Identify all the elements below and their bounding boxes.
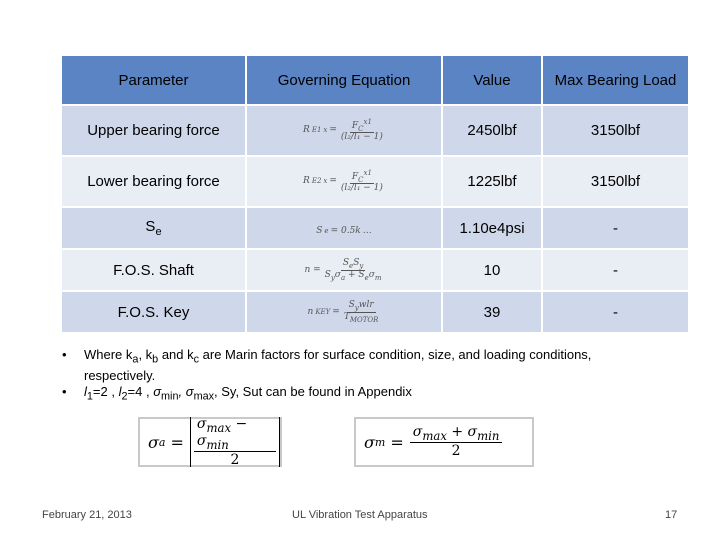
value-fos-key: 39 xyxy=(442,291,542,333)
equation-upper-bearing xyxy=(246,105,442,156)
param-fos-key: F.O.S. Key xyxy=(61,291,246,333)
max-lower-bearing-force: 3150lbf xyxy=(542,156,689,207)
equation-fos-key xyxy=(246,291,442,333)
value-lower-bearing-force: 1225lbf xyxy=(442,156,542,207)
equation-lower-bearing xyxy=(246,156,442,207)
formula-sigma-a: σ a = $\sigma_{max} - \sigma_{min}$ 2 xyxy=(138,417,282,467)
param-fos-shaft: F.O.S. Shaft xyxy=(61,249,246,291)
table-header-row xyxy=(61,55,689,105)
value-upper-bearing-force: 2450lbf xyxy=(442,105,542,156)
equation-image-fos-key: n KEY = $\frac{S_ywlr}{T_{MOTOR}}$ xyxy=(307,299,379,324)
value-se: 1.10e4psi xyxy=(442,207,542,249)
equation-fos-shaft xyxy=(246,249,442,291)
equation-se xyxy=(246,207,442,249)
equation-image-se: S e = 0.5k … xyxy=(316,225,372,236)
parameter-table xyxy=(60,54,690,334)
equation-image-upper: R E1 x = $\frac{F_C^{x1}}{\text{(l₂/l₁ − 1)}}$ xyxy=(303,117,383,143)
value-fos-shaft: 10 xyxy=(442,249,542,291)
note-parameters: • $l_1=2$ , $l_2=4$ , $\sigma_{min}$, $\sigma_{max}$, Sy, Sut can be found in Appendix xyxy=(62,383,412,403)
header-max-bearing-load: Max Bearing Load xyxy=(542,55,689,105)
header-governing-equation: Governing Equation xyxy=(246,55,442,105)
param-lower-bearing-force: Lower bearing force xyxy=(61,156,246,207)
max-fos-key: - xyxy=(542,291,689,333)
max-se: - xyxy=(542,207,689,249)
header-parameter: Parameter xyxy=(61,55,246,105)
formula-sigma-m: σ m = $\sigma_{max} + \sigma_{min}$ 2 xyxy=(354,417,534,467)
footer-page-number: 17 xyxy=(665,509,678,521)
max-fos-shaft: - xyxy=(542,249,689,291)
max-upper-bearing-force: 3150lbf xyxy=(542,105,689,156)
table-row xyxy=(61,291,689,333)
notes-list xyxy=(60,347,620,404)
note-marin-factors: • Where $k_a$, $k_b$ and $k_c$ are Marin factors for surface condition, size, and loading conditions, respectively. xyxy=(62,347,592,383)
table-row xyxy=(61,156,689,207)
footer-date: February 21, 2013 xyxy=(42,509,132,521)
table-row xyxy=(61,105,689,156)
table-row xyxy=(61,207,689,249)
header-value: Value xyxy=(442,55,542,105)
table-row xyxy=(61,249,689,291)
param-upper-bearing-force: Upper bearing force xyxy=(61,105,246,156)
footer-title: UL Vibration Test Apparatus xyxy=(292,509,428,521)
equation-image-lower: R E2 x = $\frac{F_C^{x1}}{\text{(l₂/l₁ − 1)}}$ xyxy=(303,168,383,194)
equation-image-fos-shaft: n = $\frac{S_eS_y}{S_y\sigma_a + S_e\sigma_m}$ xyxy=(304,257,382,282)
param-se: $S_e$ xyxy=(61,207,246,249)
